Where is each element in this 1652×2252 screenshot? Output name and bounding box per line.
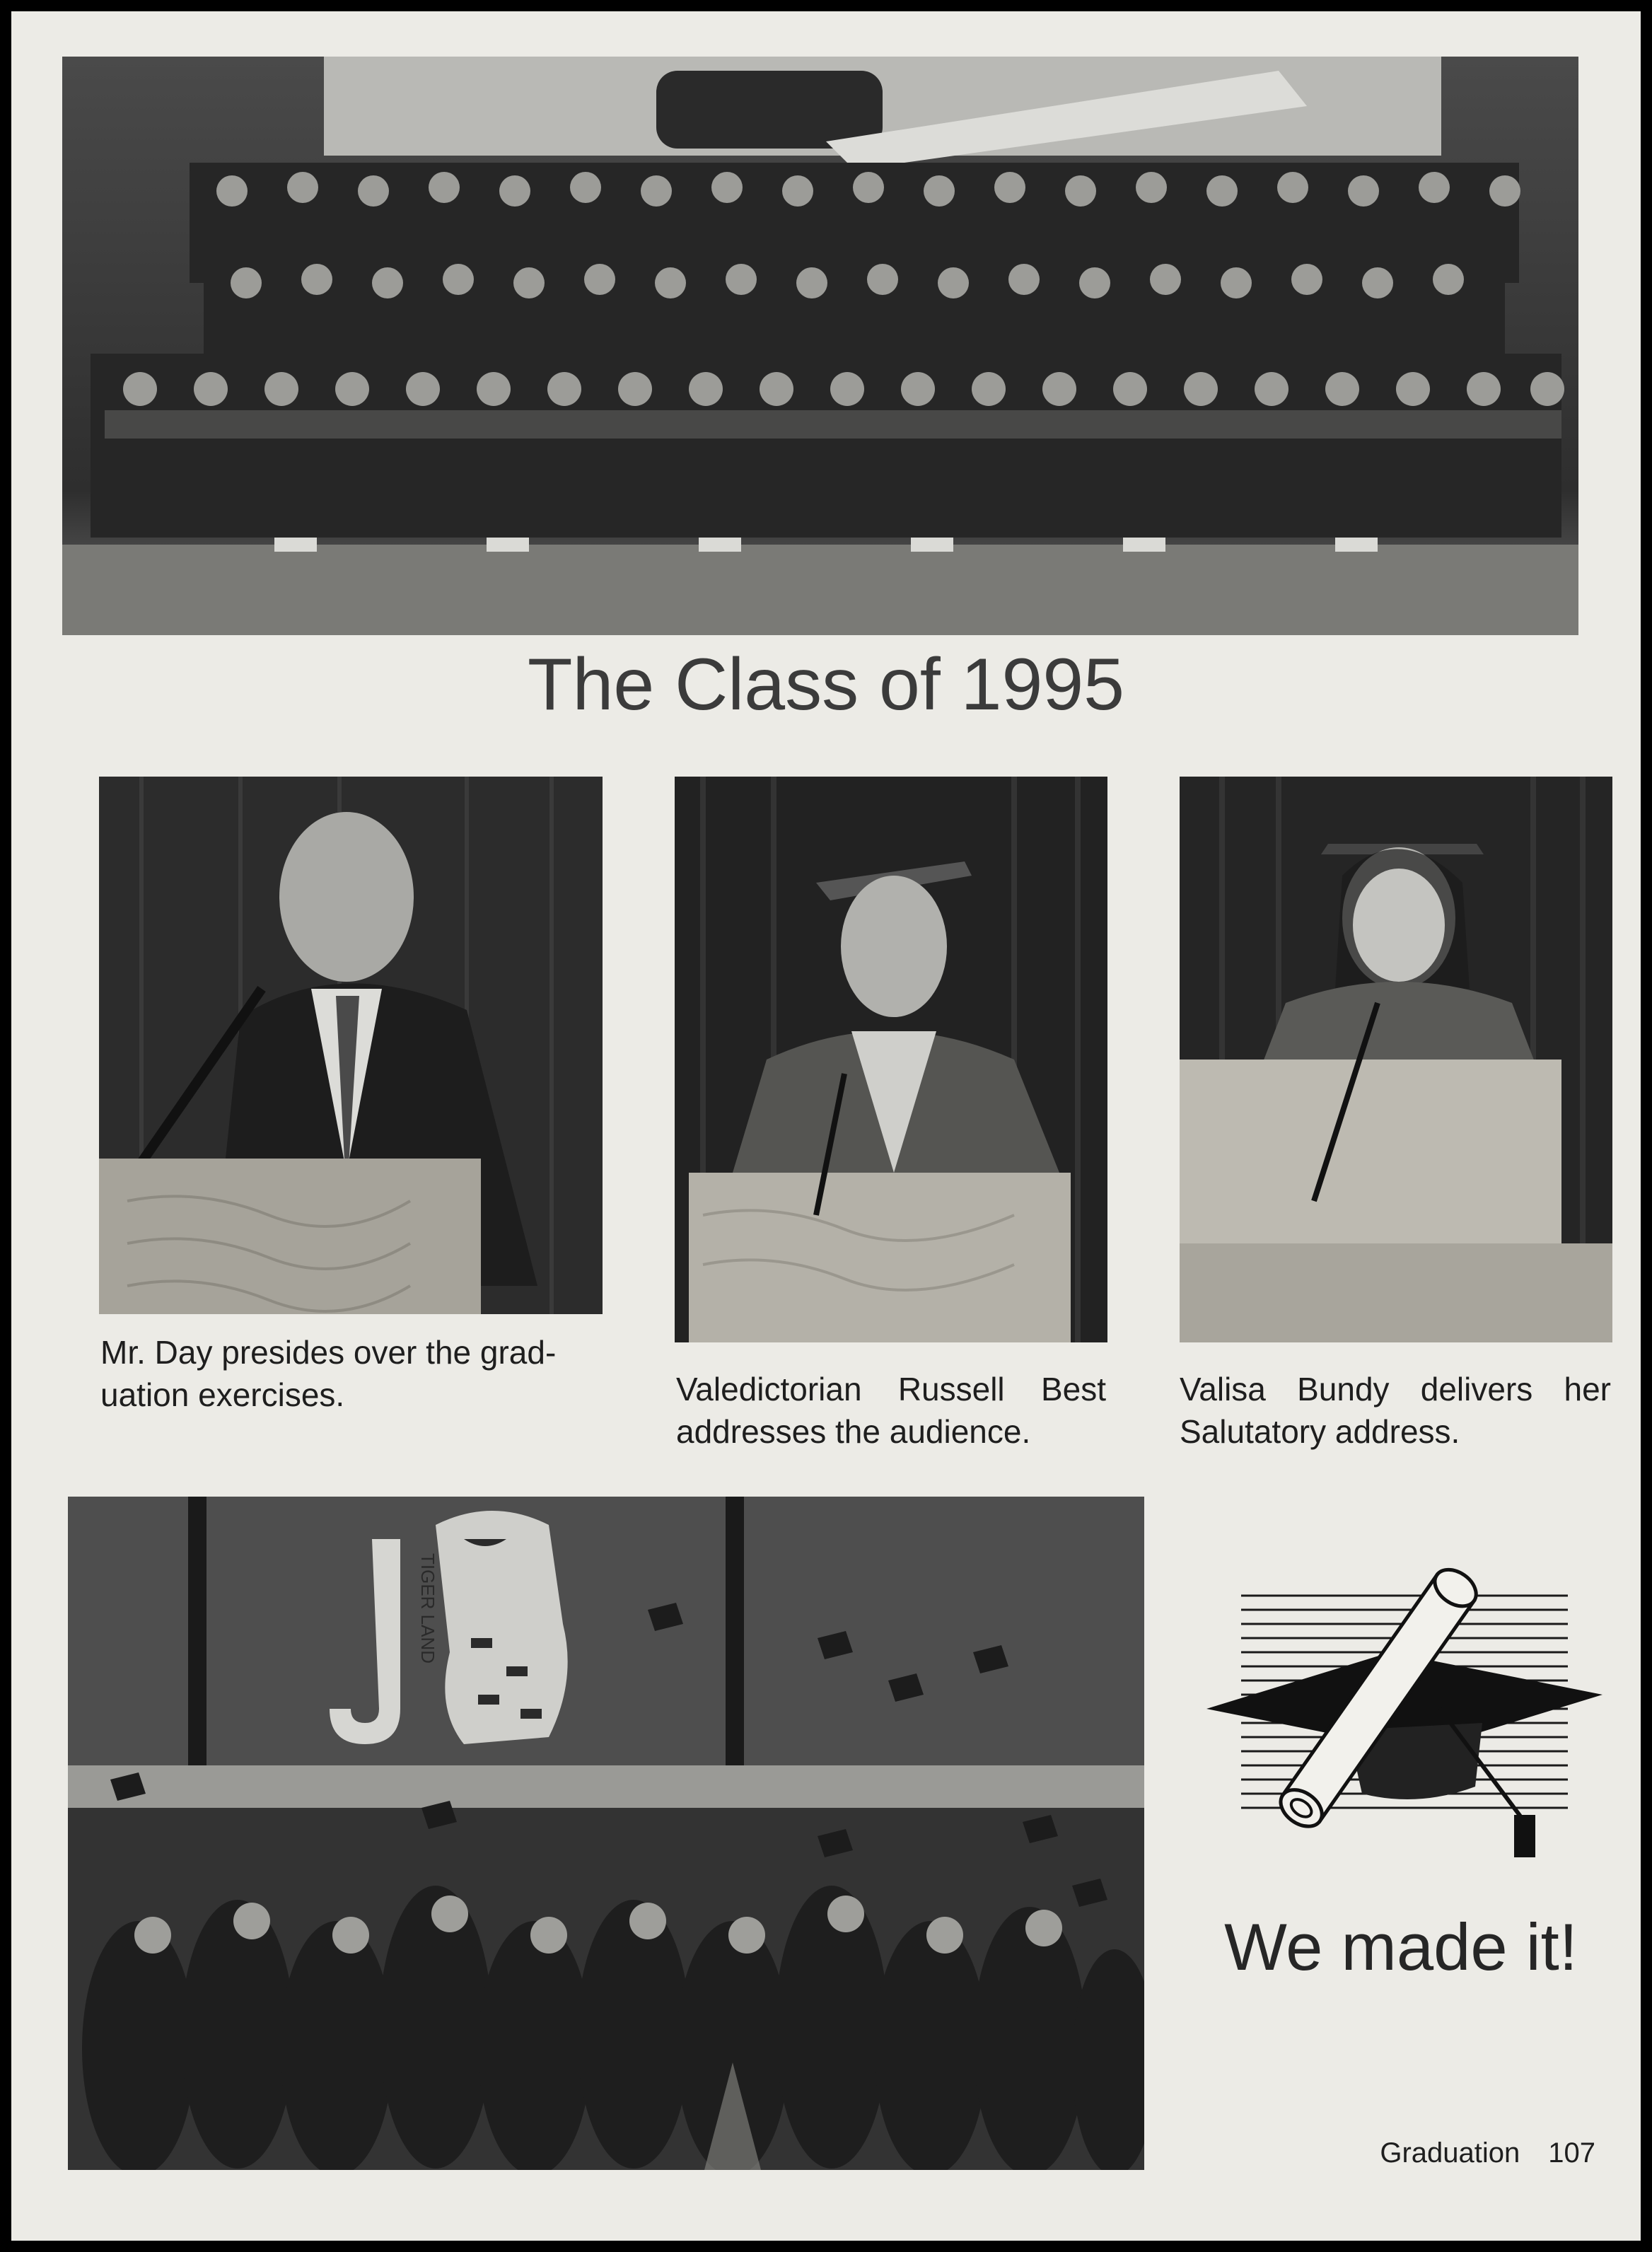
diploma-and-mortarboard-icon — [1206, 1539, 1602, 1864]
caption-valisa-bundy-line1: Valisa Bundy delivers her — [1180, 1371, 1611, 1408]
page-number: 107 — [1548, 2137, 1595, 2169]
cap-toss-photo-image — [68, 1497, 1144, 2170]
russell-best-photo-image — [675, 777, 1107, 1342]
caption-mr-day-line2: uation exercises. — [100, 1376, 345, 1413]
russell-best-photo — [675, 777, 1107, 1342]
class-group-photo-image — [62, 57, 1578, 635]
tagline: We made it! — [1224, 1910, 1578, 1984]
caption-valisa-bundy-line2: Salutatory address. — [1180, 1413, 1460, 1450]
caption-mr-day-line1: Mr. Day presides over the grad- — [100, 1334, 557, 1371]
caption-russell-best-line2: addresses the audience. — [676, 1413, 1031, 1450]
cap-toss-photo — [68, 1497, 1144, 2170]
mural-text-tiger-land: TIGER LAND — [417, 1553, 438, 1664]
page-footer — [1320, 2139, 1595, 2167]
page-title: The Class of 1995 — [527, 644, 1125, 726]
mr-day-photo-image — [99, 777, 603, 1314]
caption-russell-best — [676, 1368, 1106, 1453]
caption-valisa-bundy — [1180, 1368, 1611, 1453]
class-group-photo — [62, 57, 1578, 635]
caption-mr-day — [100, 1331, 603, 1416]
diploma-and-mortarboard-icon-drawing — [1206, 1539, 1602, 1864]
footer-section: Graduation — [1380, 2137, 1520, 2169]
mr-day-photo — [99, 777, 603, 1314]
yearbook-page — [11, 11, 1641, 2241]
caption-russell-best-line1: Valedictorian Russell Best — [676, 1371, 1106, 1408]
valisa-bundy-photo — [1180, 777, 1612, 1342]
valisa-bundy-photo-image — [1180, 777, 1612, 1342]
